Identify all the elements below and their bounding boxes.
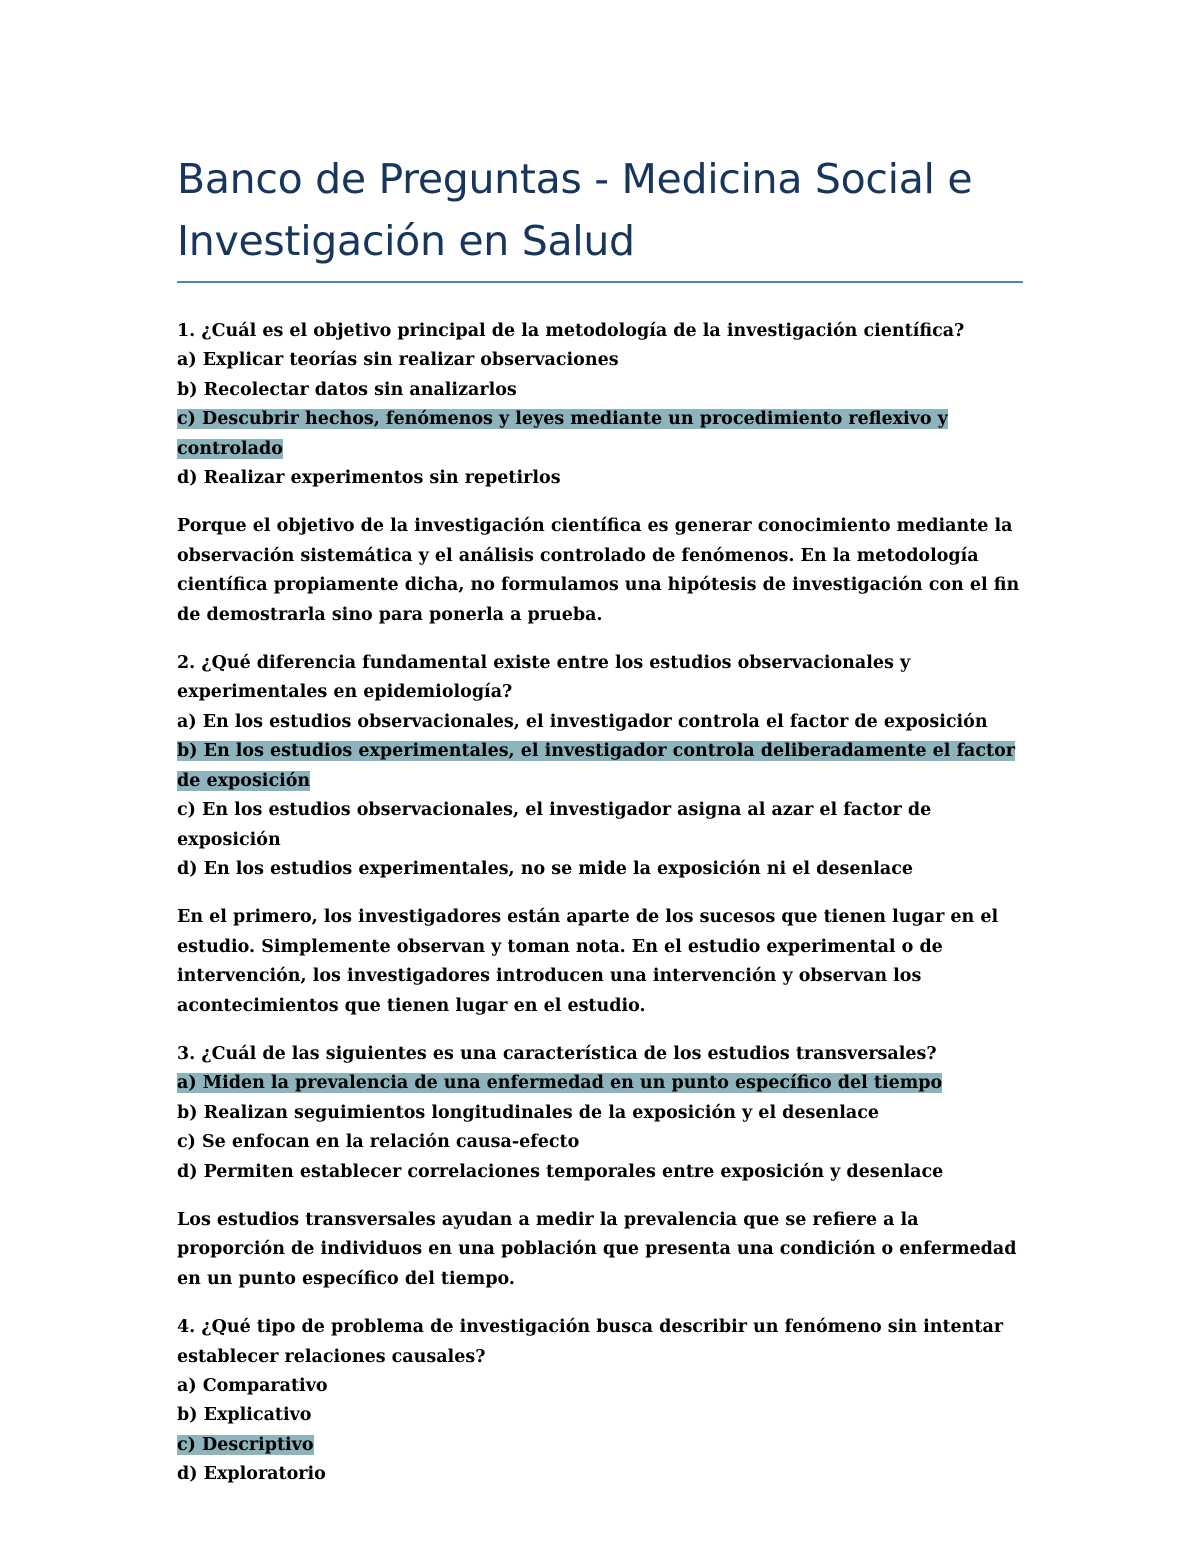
correct-answer-highlight: c) Descubrir hechos, fenómenos y leyes mediante un procedimiento reflexivo y controlado bbox=[177, 409, 948, 459]
option-text: d) Realizar experimentos sin repetirlos bbox=[177, 468, 561, 489]
option-text: c) En los estudios observacionales, el investigador asigna al azar el factor de exposición bbox=[177, 800, 932, 850]
answer-explanation: Porque el objetivo de la investigación científica es generar conocimiento mediante la observación sistemática y el análisis controlado de fenómenos. En la metodología científica propiamente dicha, no formulamos una hipótesis de investigación con el fin de demostrarla sino para ponerla a prueba. bbox=[177, 516, 1020, 625]
answer-option bbox=[177, 855, 1023, 884]
answer-explanation: En el primero, los investigadores están aparte de los sucesos que tienen lugar en el estudio. Simplemente observan y toman nota. En el estudio experimental o de intervención, los investigadores introducen una intervención y observan los acontecimientos que tienen lugar en el estudio. bbox=[177, 907, 999, 1016]
question-1 bbox=[177, 317, 1023, 630]
option-text: a) Explicar teorías sin realizar observaciones bbox=[177, 350, 619, 371]
option-text: b) Explicativo bbox=[177, 1405, 312, 1426]
answer-option bbox=[177, 1460, 1023, 1489]
title-divider bbox=[177, 281, 1023, 283]
answer-option-correct bbox=[177, 405, 1023, 464]
answer-option-correct bbox=[177, 737, 1023, 796]
answer-option bbox=[177, 708, 1023, 737]
correct-answer-highlight: c) Descriptivo bbox=[177, 1434, 314, 1455]
answer-option bbox=[177, 1372, 1023, 1401]
answer-explanation: Los estudios transversales ayudan a medir la prevalencia que se refiere a la proporción de individuos en una población que presenta una condición o enfermedad en un punto específico del tiempo. bbox=[177, 1209, 1017, 1289]
answer-option bbox=[177, 464, 1023, 493]
answer-option bbox=[177, 1128, 1023, 1157]
answer-option bbox=[177, 1099, 1023, 1128]
document-title: Banco de Preguntas - Medicina Social e Investigación en Salud bbox=[177, 155, 973, 265]
option-text: d) Permiten establecer correlaciones temporales entre exposición y desenlace bbox=[177, 1161, 944, 1182]
question-stem: 3. ¿Cuál de las siguientes es una característica de los estudios transversales? bbox=[177, 1043, 937, 1064]
question-stem: 1. ¿Cuál es el objetivo principal de la metodología de la investigación científica? bbox=[177, 321, 965, 341]
document-page bbox=[177, 148, 1023, 1490]
question-3 bbox=[177, 1040, 1023, 1294]
question-2 bbox=[177, 649, 1023, 1021]
answer-option bbox=[177, 1158, 1023, 1187]
question-stem: 2. ¿Qué diferencia fundamental existe entre los estudios observacionales y experimentales en epidemiología? bbox=[177, 653, 911, 703]
answer-option bbox=[177, 346, 1023, 375]
correct-answer-highlight: b) En los estudios experimentales, el investigador controla deliberadamente el factor de exposición bbox=[177, 741, 1016, 791]
answer-option-correct bbox=[177, 1069, 1023, 1098]
option-text: a) Comparativo bbox=[177, 1376, 328, 1396]
question-4 bbox=[177, 1313, 1023, 1489]
answer-option bbox=[177, 376, 1023, 405]
option-text: d) Exploratorio bbox=[177, 1464, 326, 1485]
answer-option bbox=[177, 796, 1023, 855]
answer-option-correct bbox=[177, 1431, 1023, 1460]
option-text: b) Recolectar datos sin analizarlos bbox=[177, 379, 517, 400]
option-text: a) En los estudios observacionales, el investigador controla el factor de exposición bbox=[177, 711, 988, 732]
correct-answer-highlight: a) Miden la prevalencia de una enfermedad en un punto específico del tiempo bbox=[177, 1073, 943, 1094]
option-text: c) Se enfocan en la relación causa-efecto bbox=[177, 1132, 580, 1153]
question-list bbox=[177, 317, 1023, 1490]
question-stem: 4. ¿Qué tipo de problema de investigación busca describir un fenómeno sin intentar establecer relaciones causales? bbox=[177, 1317, 1004, 1367]
option-text: b) Realizan seguimientos longitudinales de la exposición y el desenlace bbox=[177, 1102, 880, 1123]
option-text: d) En los estudios experimentales, no se mide la exposición ni el desenlace bbox=[177, 858, 913, 879]
answer-option bbox=[177, 1401, 1023, 1430]
